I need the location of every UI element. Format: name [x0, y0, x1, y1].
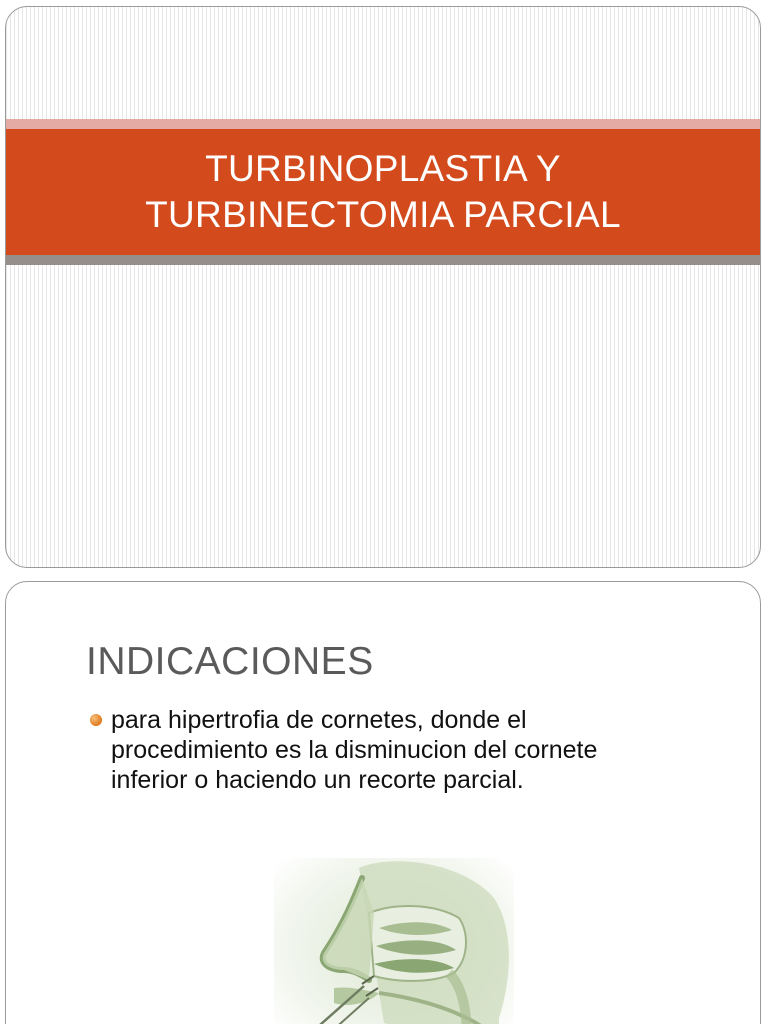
nasal-anatomy-svg: [274, 858, 514, 1024]
slide-heading: INDICACIONES: [86, 640, 374, 683]
content-slide: [5, 581, 761, 1024]
bullet-text: [111, 705, 726, 795]
bullet-item: [86, 705, 726, 795]
bullet-line-3: inferior o haciendo un recorte parcial.: [111, 766, 524, 794]
title-band-top-stripe: [6, 119, 760, 129]
bullet-line-1: para hipertrofia de cornetes, donde el: [111, 706, 527, 734]
slide-title-line-1: TURBINOPLASTIA Y: [205, 148, 561, 189]
nasal-anatomy-illustration-icon: [274, 858, 514, 1024]
title-slide: [5, 6, 761, 568]
title-band: [6, 129, 760, 255]
title-band-bottom-stripe: [6, 255, 760, 265]
slide-title-line-2: TURBINECTOMIA PARCIAL: [145, 194, 621, 235]
bullet-line-2: procedimiento es la disminucion del cornete: [111, 736, 598, 764]
bullet-dot-icon: [90, 714, 102, 726]
